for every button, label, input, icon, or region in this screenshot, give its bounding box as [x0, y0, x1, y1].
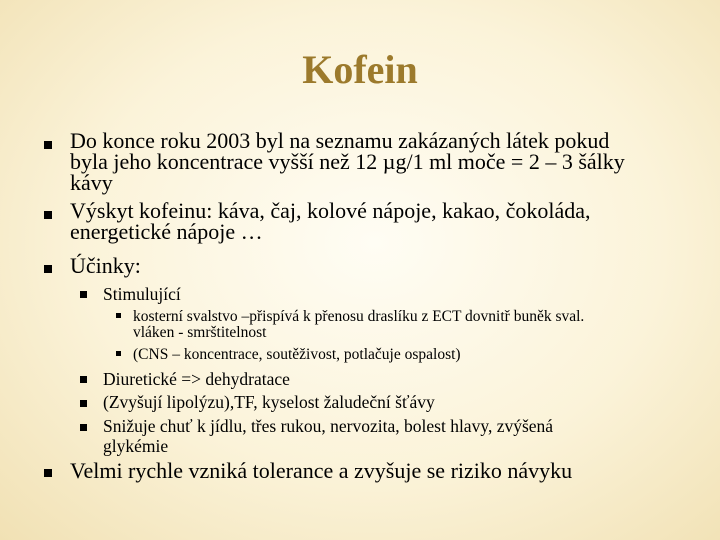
bullet-text-occurrence: Výskyt kofeinu: káva, čaj, kolové nápoje, kakao, čokoláda, energetické nápoje …: [70, 198, 591, 244]
sub-bullet-text-stimulating: Stimulující: [103, 284, 181, 304]
bullet-text-tolerance: Velmi rychle vzniká tolerance a zvyšuje se riziko návyku: [70, 458, 573, 483]
square-bullet-icon: [44, 469, 52, 477]
sub-bullet-text-appetite: Snižuje chuť k jídlu, třes rukou, nervozita, bolest hlavy, zvýšená glykémie: [103, 416, 554, 456]
bullet-text-ban: Do konce roku 2003 byl na seznamu zakázaných látek pokud byla jeho koncentrace vyšší než 12 µg/1 ml moče = 2 – 3 šálky kávy: [70, 128, 625, 195]
sub-bullet-text-lipolysis: (Zvyšují lipolýzu),TF, kyselost žaludeční šťávy: [103, 392, 435, 412]
square-bullet-icon: [116, 351, 121, 356]
square-bullet-icon: [44, 211, 52, 219]
square-bullet-icon: [116, 313, 121, 318]
sub-bullet-text-diuretic: Diuretické => dehydratace: [103, 369, 290, 389]
square-bullet-icon: [80, 400, 87, 407]
sub-sub-bullet-text-cns: (CNS – koncentrace, soutěživost, potlačuje ospalost): [133, 346, 461, 363]
square-bullet-icon: [44, 141, 52, 149]
square-bullet-icon: [44, 265, 52, 273]
square-bullet-icon: [80, 291, 87, 298]
square-bullet-icon: [80, 424, 87, 431]
square-bullet-icon: [80, 376, 87, 383]
bullet-text-effects: Účinky:: [70, 253, 141, 278]
slide-title: Kofein: [302, 47, 418, 92]
sub-sub-bullet-text-muscle: kosterní svalstvo –přispívá k přenosu draslíku z ECT dovnitř buněk sval. vláken - smrštitelnost: [133, 308, 585, 341]
